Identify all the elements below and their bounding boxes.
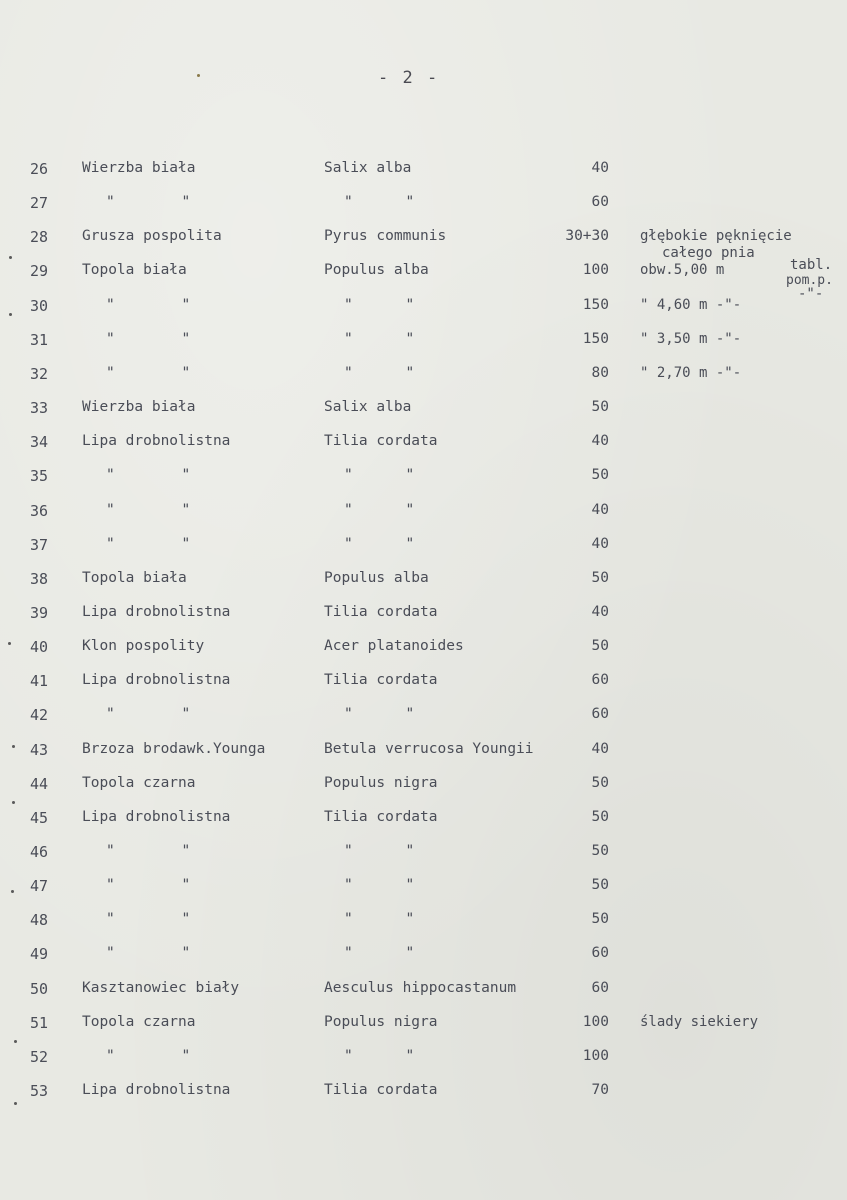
table-row — [0, 945, 847, 969]
polish-name: " " — [106, 843, 191, 859]
latin-name: Pyrus communis — [324, 228, 447, 245]
circumference-value: 50 — [591, 911, 609, 928]
table-row — [0, 604, 847, 628]
table-row — [0, 433, 847, 457]
latin-name: Betula verrucosa Youngii — [324, 740, 534, 757]
latin-name: Tilia cordata — [324, 672, 438, 689]
circumference-value: 50 — [591, 774, 609, 791]
circumference-value: 40 — [591, 740, 609, 757]
circumference-value: 40 — [591, 501, 609, 518]
polish-name: " " — [106, 296, 191, 313]
remarks: głębokie pęknięcie — [640, 228, 792, 245]
margin-speck — [11, 890, 14, 893]
row-number: 32 — [30, 364, 49, 383]
margin-speck — [8, 642, 11, 645]
circumference-value: 80 — [591, 364, 609, 381]
row-number: 35 — [30, 467, 49, 486]
table-row — [0, 706, 847, 730]
polish-name: " " — [106, 706, 191, 723]
latin-name: " " — [344, 911, 415, 928]
latin-name: Tilia cordata — [324, 433, 438, 450]
polish-name: " " — [106, 535, 191, 552]
circumference-value: 30+30 — [565, 228, 609, 245]
circumference-value: 50 — [591, 808, 609, 825]
margin-speck — [12, 801, 15, 804]
latin-name: " " — [344, 706, 415, 723]
circumference-value: 60 — [591, 706, 609, 723]
row-number: 29 — [30, 262, 49, 281]
table-row — [0, 536, 847, 560]
table-row — [0, 160, 847, 184]
row-number: 39 — [30, 603, 49, 622]
table-row — [0, 467, 847, 491]
polish-name: Klon pospolity — [82, 638, 205, 655]
polish-name: " " — [106, 945, 191, 962]
latin-name: Salix alba — [324, 160, 412, 176]
latin-name: Populus nigra — [324, 1013, 438, 1030]
row-number: 41 — [30, 672, 49, 691]
row-number: 43 — [30, 740, 49, 759]
remarks: obw.5,00 m — [640, 262, 725, 279]
remarks: " 3,50 m -"- — [640, 330, 742, 347]
remarks: " 2,70 m -"- — [640, 364, 742, 381]
table-row — [0, 672, 847, 696]
latin-name: " " — [344, 877, 415, 894]
row-number: 33 — [30, 399, 49, 418]
table-row — [0, 331, 847, 355]
latin-name: " " — [344, 296, 415, 313]
circumference-value: 60 — [591, 945, 609, 962]
remarks: " 4,60 m -"- — [640, 296, 742, 313]
row-number: 40 — [30, 638, 49, 657]
latin-name: Aesculus hippocastanum — [324, 979, 517, 996]
polish-name: " " — [106, 877, 191, 894]
latin-name: " " — [344, 843, 415, 859]
latin-name: " " — [344, 330, 415, 347]
table-row — [0, 741, 847, 765]
polish-name: Brzoza brodawk.Younga — [82, 740, 266, 757]
table-row — [0, 775, 847, 799]
polish-name: Lipa drobnolistna — [82, 603, 231, 620]
polish-name: " " — [106, 911, 191, 928]
latin-name: Populus alba — [324, 262, 429, 279]
margin-speck — [9, 256, 12, 259]
latin-name: Acer platanoides — [324, 638, 464, 655]
table-row — [0, 570, 847, 594]
note-table-label: tabl. — [790, 257, 833, 273]
table-row — [0, 262, 847, 286]
latin-name: Tilia cordata — [324, 603, 438, 620]
row-number: 26 — [30, 160, 49, 178]
table-row — [0, 297, 847, 321]
polish-name: Wierzba biała — [82, 399, 196, 416]
row-number: 49 — [30, 945, 49, 964]
latin-name: Tilia cordata — [324, 808, 438, 825]
latin-name: " " — [344, 467, 415, 484]
latin-name: " " — [344, 1047, 415, 1064]
polish-name: Lipa drobnolistna — [82, 672, 231, 689]
circumference-value: 100 — [582, 262, 609, 279]
table-row — [0, 502, 847, 526]
latin-name: " " — [344, 945, 415, 962]
latin-name: " " — [344, 194, 415, 211]
polish-name: Lipa drobnolistna — [82, 433, 231, 450]
circumference-value: 100 — [582, 1047, 609, 1064]
polish-name: Grusza pospolita — [82, 228, 222, 245]
circumference-value: 70 — [591, 1082, 609, 1099]
circumference-value: 50 — [591, 399, 609, 416]
row-number: 52 — [30, 1047, 49, 1066]
circumference-value: 50 — [591, 877, 609, 894]
row-number: 46 — [30, 843, 49, 861]
note-table-label-cont: pom.p. — [786, 273, 833, 288]
row-number: 30 — [30, 296, 49, 315]
latin-name: " " — [344, 535, 415, 552]
polish-name: Topola biała — [82, 569, 187, 586]
polish-name: Lipa drobnolistna — [82, 808, 231, 825]
table-row — [0, 911, 847, 935]
row-number: 51 — [30, 1013, 49, 1032]
row-number: 48 — [30, 911, 49, 930]
margin-speck — [14, 1102, 17, 1105]
circumference-value: 60 — [591, 194, 609, 211]
circumference-value: 40 — [591, 160, 609, 176]
margin-speck — [14, 1040, 17, 1043]
table-row — [0, 1082, 847, 1106]
table-row — [0, 843, 847, 867]
margin-speck — [9, 313, 12, 316]
row-number: 34 — [30, 433, 49, 452]
row-number: 53 — [30, 1082, 49, 1101]
table-row — [0, 365, 847, 389]
circumference-value: 40 — [591, 603, 609, 620]
note-whole-trunk: całego pnia — [662, 245, 755, 261]
row-number: 42 — [30, 706, 49, 725]
circumference-value: 40 — [591, 535, 609, 552]
polish-name: " " — [106, 330, 191, 347]
polish-name: Wierzba biała — [82, 160, 196, 176]
margin-speck — [12, 745, 15, 748]
row-number: 31 — [30, 330, 49, 349]
polish-name: Topola czarna — [82, 774, 196, 791]
circumference-value: 50 — [591, 569, 609, 586]
page-number: - 2 - — [378, 68, 440, 88]
row-number: 45 — [30, 808, 49, 827]
circumference-value: 40 — [591, 433, 609, 450]
polish-name: " " — [106, 194, 191, 211]
row-number: 37 — [30, 535, 49, 554]
polish-name: Topola czarna — [82, 1013, 196, 1030]
table-row — [0, 1014, 847, 1038]
circumference-value: 100 — [582, 1013, 609, 1030]
polish-name: " " — [106, 1047, 191, 1064]
latin-name: Salix alba — [324, 399, 412, 416]
circumference-value: 150 — [582, 296, 609, 313]
margin-speck — [197, 74, 200, 77]
row-number: 28 — [30, 228, 49, 247]
note-table-ditto: -"- — [798, 286, 824, 302]
table-row — [0, 980, 847, 1004]
polish-name: Lipa drobnolistna — [82, 1082, 231, 1099]
table-row — [0, 809, 847, 833]
remarks: ślady siekiery — [640, 1013, 759, 1030]
table-row — [0, 399, 847, 423]
polish-name: " " — [106, 501, 191, 518]
polish-name: " " — [106, 364, 191, 381]
circumference-value: 60 — [591, 979, 609, 996]
latin-name: Populus alba — [324, 569, 429, 586]
table-row — [0, 194, 847, 218]
latin-name: Tilia cordata — [324, 1082, 438, 1099]
row-number: 47 — [30, 877, 49, 896]
latin-name: " " — [344, 364, 415, 381]
circumference-value: 50 — [591, 638, 609, 655]
row-number: 44 — [30, 774, 49, 793]
table-row — [0, 638, 847, 662]
polish-name: Topola biała — [82, 262, 187, 279]
table-row — [0, 1048, 847, 1072]
polish-name: " " — [106, 467, 191, 484]
circumference-value: 50 — [591, 843, 609, 859]
polish-name: Kasztanowiec biały — [82, 979, 240, 996]
circumference-value: 150 — [582, 330, 609, 347]
latin-name: Populus nigra — [324, 774, 438, 791]
row-number: 27 — [30, 194, 49, 213]
latin-name: " " — [344, 501, 415, 518]
table-row — [0, 877, 847, 901]
row-number: 38 — [30, 569, 49, 588]
circumference-value: 60 — [591, 672, 609, 689]
circumference-value: 50 — [591, 467, 609, 484]
row-number: 36 — [30, 501, 49, 520]
row-number: 50 — [30, 979, 49, 998]
